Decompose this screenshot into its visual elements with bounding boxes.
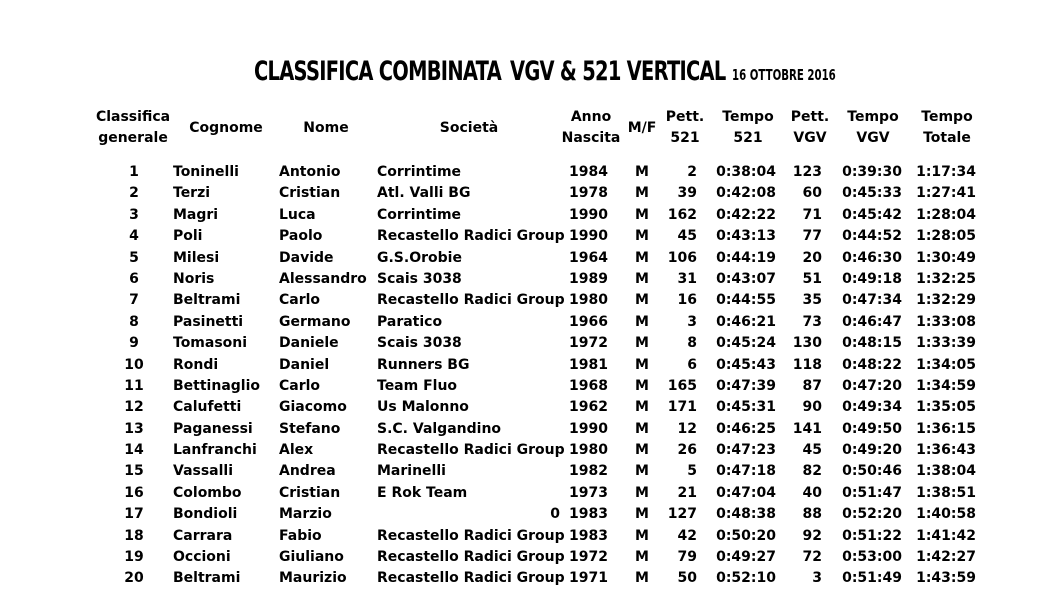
table-row	[0, 397, 1058, 418]
time-521-cell: 0:50:20	[716, 527, 776, 544]
time-total-cell: 1:33:39	[916, 335, 976, 352]
surname-cell: Tomasoni	[173, 335, 248, 352]
team-cell: Marinelli	[377, 463, 446, 480]
birth-year-cell: 1972	[569, 335, 608, 352]
table-row	[0, 248, 1058, 269]
bib-vgv-cell: 51	[802, 270, 822, 287]
sex-cell: M	[635, 399, 649, 416]
sex-cell: M	[635, 185, 649, 202]
header-surname: Cognome	[189, 119, 263, 136]
time-vgv-cell: 0:49:50	[842, 420, 902, 437]
results-table	[0, 104, 1058, 587]
title-bar	[0, 52, 1058, 92]
bib-521-cell: 12	[677, 420, 697, 437]
bib-521-cell: 50	[677, 570, 697, 587]
time-total-cell: 1:36:43	[916, 442, 976, 459]
team-cell: S.C. Valgandino	[377, 420, 502, 437]
name-cell: Alex	[279, 442, 314, 459]
table-row	[0, 526, 1058, 547]
surname-cell: Pasinetti	[173, 313, 244, 330]
sex-cell: M	[635, 270, 649, 287]
header-team: Società	[439, 119, 499, 136]
name-cell: Daniel	[279, 356, 330, 373]
time-521-cell: 0:45:43	[716, 356, 776, 373]
sex-cell: M	[635, 335, 649, 352]
bib-vgv-cell: 87	[802, 377, 822, 394]
header-time-total: Tempo Totale	[921, 109, 973, 146]
birth-year-cell: 1968	[569, 377, 608, 394]
table-row	[0, 269, 1058, 290]
table-row	[0, 205, 1058, 226]
birth-year-cell: 1980	[569, 292, 608, 309]
bib-521-cell: 162	[667, 206, 697, 223]
bib-521-cell: 39	[677, 185, 697, 202]
birth-year-cell: 1981	[569, 356, 608, 373]
time-vgv-cell: 0:48:15	[842, 335, 902, 352]
bib-vgv-cell: 77	[802, 228, 822, 245]
rank-cell: 7	[129, 292, 139, 309]
time-521-cell: 0:47:04	[716, 484, 776, 501]
surname-cell: Terzi	[173, 185, 211, 202]
time-521-cell: 0:48:38	[716, 506, 776, 523]
birth-year-cell: 1978	[569, 185, 608, 202]
header-bib-521: Pett. 521	[665, 109, 705, 146]
surname-cell: Calufetti	[173, 399, 242, 416]
table-header	[0, 104, 1058, 152]
sex-cell: M	[635, 228, 649, 245]
bib-521-cell: 171	[667, 399, 697, 416]
bib-521-cell: 106	[667, 249, 697, 266]
rank-cell: 9	[129, 335, 139, 352]
bib-vgv-cell: 73	[802, 313, 822, 330]
birth-year-cell: 1971	[569, 570, 608, 587]
time-vgv-cell: 0:48:22	[842, 356, 902, 373]
table-row	[0, 333, 1058, 354]
time-521-cell: 0:52:10	[716, 570, 776, 587]
time-total-cell: 1:38:51	[916, 484, 976, 501]
bib-521-cell: 21	[677, 484, 697, 501]
time-521-cell: 0:47:39	[716, 377, 776, 394]
time-total-cell: 1:43:59	[916, 570, 976, 587]
birth-year-cell: 1983	[569, 527, 608, 544]
rank-cell: 16	[124, 484, 144, 501]
bib-vgv-cell: 3	[812, 570, 822, 587]
header-sex: M/F	[627, 119, 657, 136]
bib-521-cell: 45	[677, 228, 697, 245]
team-cell: Team Fluo	[377, 377, 458, 394]
extra-cell: 0	[550, 506, 560, 523]
time-vgv-cell: 0:44:52	[842, 228, 902, 245]
bib-521-cell: 42	[677, 527, 697, 544]
bib-vgv-cell: 72	[802, 549, 822, 566]
sex-cell: M	[635, 484, 649, 501]
team-cell: Corrintime	[377, 206, 462, 223]
surname-cell: Magri	[173, 206, 219, 223]
event-date: 16 OTTOBRE 2016	[732, 66, 836, 84]
sex-cell: M	[635, 313, 649, 330]
time-total-cell: 1:28:05	[916, 228, 976, 245]
time-total-cell: 1:32:29	[916, 292, 976, 309]
time-total-cell: 1:40:58	[916, 506, 976, 523]
bib-vgv-cell: 71	[802, 206, 822, 223]
time-521-cell: 0:44:19	[716, 249, 776, 266]
birth-year-cell: 1962	[569, 399, 608, 416]
sex-cell: M	[635, 527, 649, 544]
name-cell: Giuliano	[279, 549, 344, 566]
rank-cell: 15	[124, 463, 144, 480]
time-total-cell: 1:36:15	[916, 420, 976, 437]
header-rank: Classifica generale	[95, 109, 171, 146]
birth-year-cell: 1972	[569, 549, 608, 566]
birth-year-cell: 1984	[569, 164, 608, 180]
time-total-cell: 1:27:41	[916, 185, 976, 202]
time-vgv-cell: 0:51:22	[842, 527, 902, 544]
time-521-cell: 0:47:23	[716, 442, 776, 459]
table-row	[0, 547, 1058, 568]
bib-521-cell: 26	[677, 442, 697, 459]
team-cell: Recastello Radici Group	[377, 570, 565, 587]
header-bib-vgv: Pett. VGV	[790, 109, 830, 146]
time-521-cell: 0:47:18	[716, 463, 776, 480]
name-cell: Paolo	[279, 228, 323, 245]
time-521-cell: 0:44:55	[716, 292, 776, 309]
header-time-521: Tempo 521	[722, 109, 774, 146]
surname-cell: Colombo	[173, 484, 242, 501]
rank-cell: 14	[124, 442, 144, 459]
time-total-cell: 1:17:34	[916, 164, 976, 180]
time-521-cell: 0:46:25	[716, 420, 776, 437]
bib-vgv-cell: 88	[802, 506, 822, 523]
rank-cell: 11	[124, 377, 144, 394]
surname-cell: Occioni	[173, 549, 231, 566]
rank-cell: 10	[124, 356, 144, 373]
time-total-cell: 1:33:08	[916, 313, 976, 330]
sex-cell: M	[635, 506, 649, 523]
time-vgv-cell: 0:49:34	[842, 399, 902, 416]
team-cell: Recastello Radici Group	[377, 228, 565, 245]
bib-521-cell: 16	[677, 292, 697, 309]
time-vgv-cell: 0:49:18	[842, 270, 902, 287]
table-row	[0, 419, 1058, 440]
time-521-cell: 0:43:07	[716, 270, 776, 287]
bib-vgv-cell: 45	[802, 442, 822, 459]
time-521-cell: 0:42:08	[716, 185, 776, 202]
time-vgv-cell: 0:49:20	[842, 442, 902, 459]
rank-cell: 1	[129, 164, 139, 180]
time-total-cell: 1:34:05	[916, 356, 976, 373]
name-cell: Maurizio	[279, 570, 347, 587]
sex-cell: M	[635, 292, 649, 309]
bib-521-cell: 127	[667, 506, 697, 523]
time-521-cell: 0:42:22	[716, 206, 776, 223]
sex-cell: M	[635, 549, 649, 566]
name-cell: Cristian	[279, 185, 341, 202]
name-cell: Germano	[279, 313, 351, 330]
birth-year-cell: 1990	[569, 206, 608, 223]
birth-year-cell: 1989	[569, 270, 608, 287]
surname-cell: Rondi	[173, 356, 219, 373]
birth-year-cell: 1983	[569, 506, 608, 523]
sex-cell: M	[635, 249, 649, 266]
time-total-cell: 1:32:25	[916, 270, 976, 287]
table-row	[0, 440, 1058, 461]
bib-521-cell: 2	[687, 164, 697, 180]
birth-year-cell: 1966	[569, 313, 608, 330]
time-521-cell: 0:43:13	[716, 228, 776, 245]
time-vgv-cell: 0:45:42	[842, 206, 902, 223]
time-total-cell: 1:35:05	[916, 399, 976, 416]
time-521-cell: 0:38:04	[716, 164, 776, 180]
bib-vgv-cell: 141	[792, 420, 822, 437]
surname-cell: Bondioli	[173, 506, 238, 523]
birth-year-cell: 1990	[569, 420, 608, 437]
team-cell: Recastello Radici Group	[377, 549, 565, 566]
sex-cell: M	[635, 570, 649, 587]
name-cell: Andrea	[279, 463, 336, 480]
time-vgv-cell: 0:45:33	[842, 185, 902, 202]
name-cell: Carlo	[279, 377, 321, 394]
time-total-cell: 1:38:04	[916, 463, 976, 480]
time-vgv-cell: 0:51:47	[842, 484, 902, 501]
table-row	[0, 504, 1058, 525]
event-title: VGV & 521 VERTICAL	[510, 56, 726, 87]
name-cell: Daniele	[279, 335, 339, 352]
surname-cell: Milesi	[173, 249, 220, 266]
sex-cell: M	[635, 377, 649, 394]
team-cell: Atl. Valli BG	[377, 185, 471, 202]
table-row	[0, 183, 1058, 204]
team-cell: Recastello Radici Group	[377, 442, 565, 459]
team-cell: Recastello Radici Group	[377, 527, 565, 544]
birth-year-cell: 1980	[569, 442, 608, 459]
bib-vgv-cell: 35	[802, 292, 822, 309]
birth-year-cell: 1982	[569, 463, 608, 480]
table-row	[0, 355, 1058, 376]
name-cell: Davide	[279, 249, 334, 266]
sex-cell: M	[635, 164, 649, 180]
header-birth-year: Anno Nascita	[561, 109, 621, 146]
bib-vgv-cell: 20	[802, 249, 822, 266]
time-vgv-cell: 0:47:34	[842, 292, 902, 309]
time-521-cell: 0:46:21	[716, 313, 776, 330]
surname-cell: Paganessi	[173, 420, 253, 437]
team-cell: Recastello Radici Group	[377, 292, 565, 309]
name-cell: Cristian	[279, 484, 341, 501]
rank-cell: 5	[129, 249, 139, 266]
surname-cell: Beltrami	[173, 570, 241, 587]
surname-cell: Toninelli	[173, 164, 239, 180]
time-vgv-cell: 0:46:47	[842, 313, 902, 330]
rank-cell: 3	[129, 206, 139, 223]
bib-vgv-cell: 90	[802, 399, 822, 416]
header-name: Nome	[303, 119, 349, 136]
table-row	[0, 162, 1058, 183]
rank-cell: 19	[124, 549, 144, 566]
time-total-cell: 1:34:59	[916, 377, 976, 394]
time-vgv-cell: 0:39:30	[842, 164, 902, 180]
surname-cell: Beltrami	[173, 292, 241, 309]
name-cell: Luca	[279, 206, 316, 223]
time-total-cell: 1:41:42	[916, 527, 976, 544]
bib-vgv-cell: 92	[802, 527, 822, 544]
team-cell: G.S.Orobie	[377, 249, 462, 266]
birth-year-cell: 1973	[569, 484, 608, 501]
table-row	[0, 312, 1058, 333]
name-cell: Giacomo	[279, 399, 347, 416]
name-cell: Fabio	[279, 527, 322, 544]
name-cell: Stefano	[279, 420, 341, 437]
team-cell: Scais 3038	[377, 335, 462, 352]
sex-cell: M	[635, 463, 649, 480]
bib-vgv-cell: 123	[792, 164, 822, 180]
table-row	[0, 483, 1058, 504]
rank-cell: 13	[124, 420, 144, 437]
name-cell: Marzio	[279, 506, 332, 523]
time-vgv-cell: 0:51:49	[842, 570, 902, 587]
bib-521-cell: 8	[687, 335, 697, 352]
sex-cell: M	[635, 442, 649, 459]
bib-521-cell: 6	[687, 356, 697, 373]
bib-521-cell: 5	[687, 463, 697, 480]
surname-cell: Poli	[173, 228, 203, 245]
sex-cell: M	[635, 206, 649, 223]
rank-cell: 8	[129, 313, 139, 330]
team-cell: E Rok Team	[377, 484, 468, 501]
time-vgv-cell: 0:52:20	[842, 506, 902, 523]
bib-vgv-cell: 130	[792, 335, 822, 352]
team-cell: Corrintime	[377, 164, 462, 180]
surname-cell: Carrara	[173, 527, 233, 544]
team-cell: Runners BG	[377, 356, 470, 373]
name-cell: Carlo	[279, 292, 321, 309]
time-521-cell: 0:45:24	[716, 335, 776, 352]
rank-cell: 20	[124, 570, 144, 587]
surname-cell: Noris	[173, 270, 215, 287]
bib-vgv-cell: 82	[802, 463, 822, 480]
table-body	[0, 162, 1058, 590]
table-row	[0, 376, 1058, 397]
bib-vgv-cell: 60	[802, 185, 822, 202]
time-vgv-cell: 0:50:46	[842, 463, 902, 480]
sex-cell: M	[635, 420, 649, 437]
time-total-cell: 1:42:27	[916, 549, 976, 566]
bib-521-cell: 79	[677, 549, 697, 566]
page-title: CLASSIFICA COMBINATA	[254, 56, 502, 87]
time-521-cell: 0:49:27	[716, 549, 776, 566]
table-row	[0, 568, 1058, 589]
time-total-cell: 1:30:49	[916, 249, 976, 266]
surname-cell: Vassalli	[173, 463, 234, 480]
bib-vgv-cell: 40	[802, 484, 822, 501]
birth-year-cell: 1964	[569, 249, 608, 266]
rank-cell: 4	[129, 228, 139, 245]
rank-cell: 2	[129, 185, 139, 202]
name-cell: Alessandro	[279, 270, 367, 287]
header-time-vgv: Tempo VGV	[847, 109, 899, 146]
team-cell: Paratico	[377, 313, 443, 330]
time-vgv-cell: 0:53:00	[842, 549, 902, 566]
sex-cell: M	[635, 356, 649, 373]
rank-cell: 6	[129, 270, 139, 287]
time-vgv-cell: 0:46:30	[842, 249, 902, 266]
rank-cell: 18	[124, 527, 144, 544]
name-cell: Antonio	[279, 164, 341, 180]
time-total-cell: 1:28:04	[916, 206, 976, 223]
table-row	[0, 461, 1058, 482]
surname-cell: Lanfranchi	[173, 442, 257, 459]
bib-521-cell: 3	[687, 313, 697, 330]
surname-cell: Bettinaglio	[173, 377, 261, 394]
team-cell: Us Malonno	[377, 399, 469, 416]
bib-521-cell: 165	[667, 377, 697, 394]
table-row	[0, 290, 1058, 311]
table-row	[0, 226, 1058, 247]
time-vgv-cell: 0:47:20	[842, 377, 902, 394]
rank-cell: 17	[124, 506, 144, 523]
rank-cell: 12	[124, 399, 144, 416]
team-cell: Scais 3038	[377, 270, 462, 287]
time-521-cell: 0:45:31	[716, 399, 776, 416]
bib-521-cell: 31	[677, 270, 697, 287]
bib-vgv-cell: 118	[792, 356, 822, 373]
birth-year-cell: 1990	[569, 228, 608, 245]
